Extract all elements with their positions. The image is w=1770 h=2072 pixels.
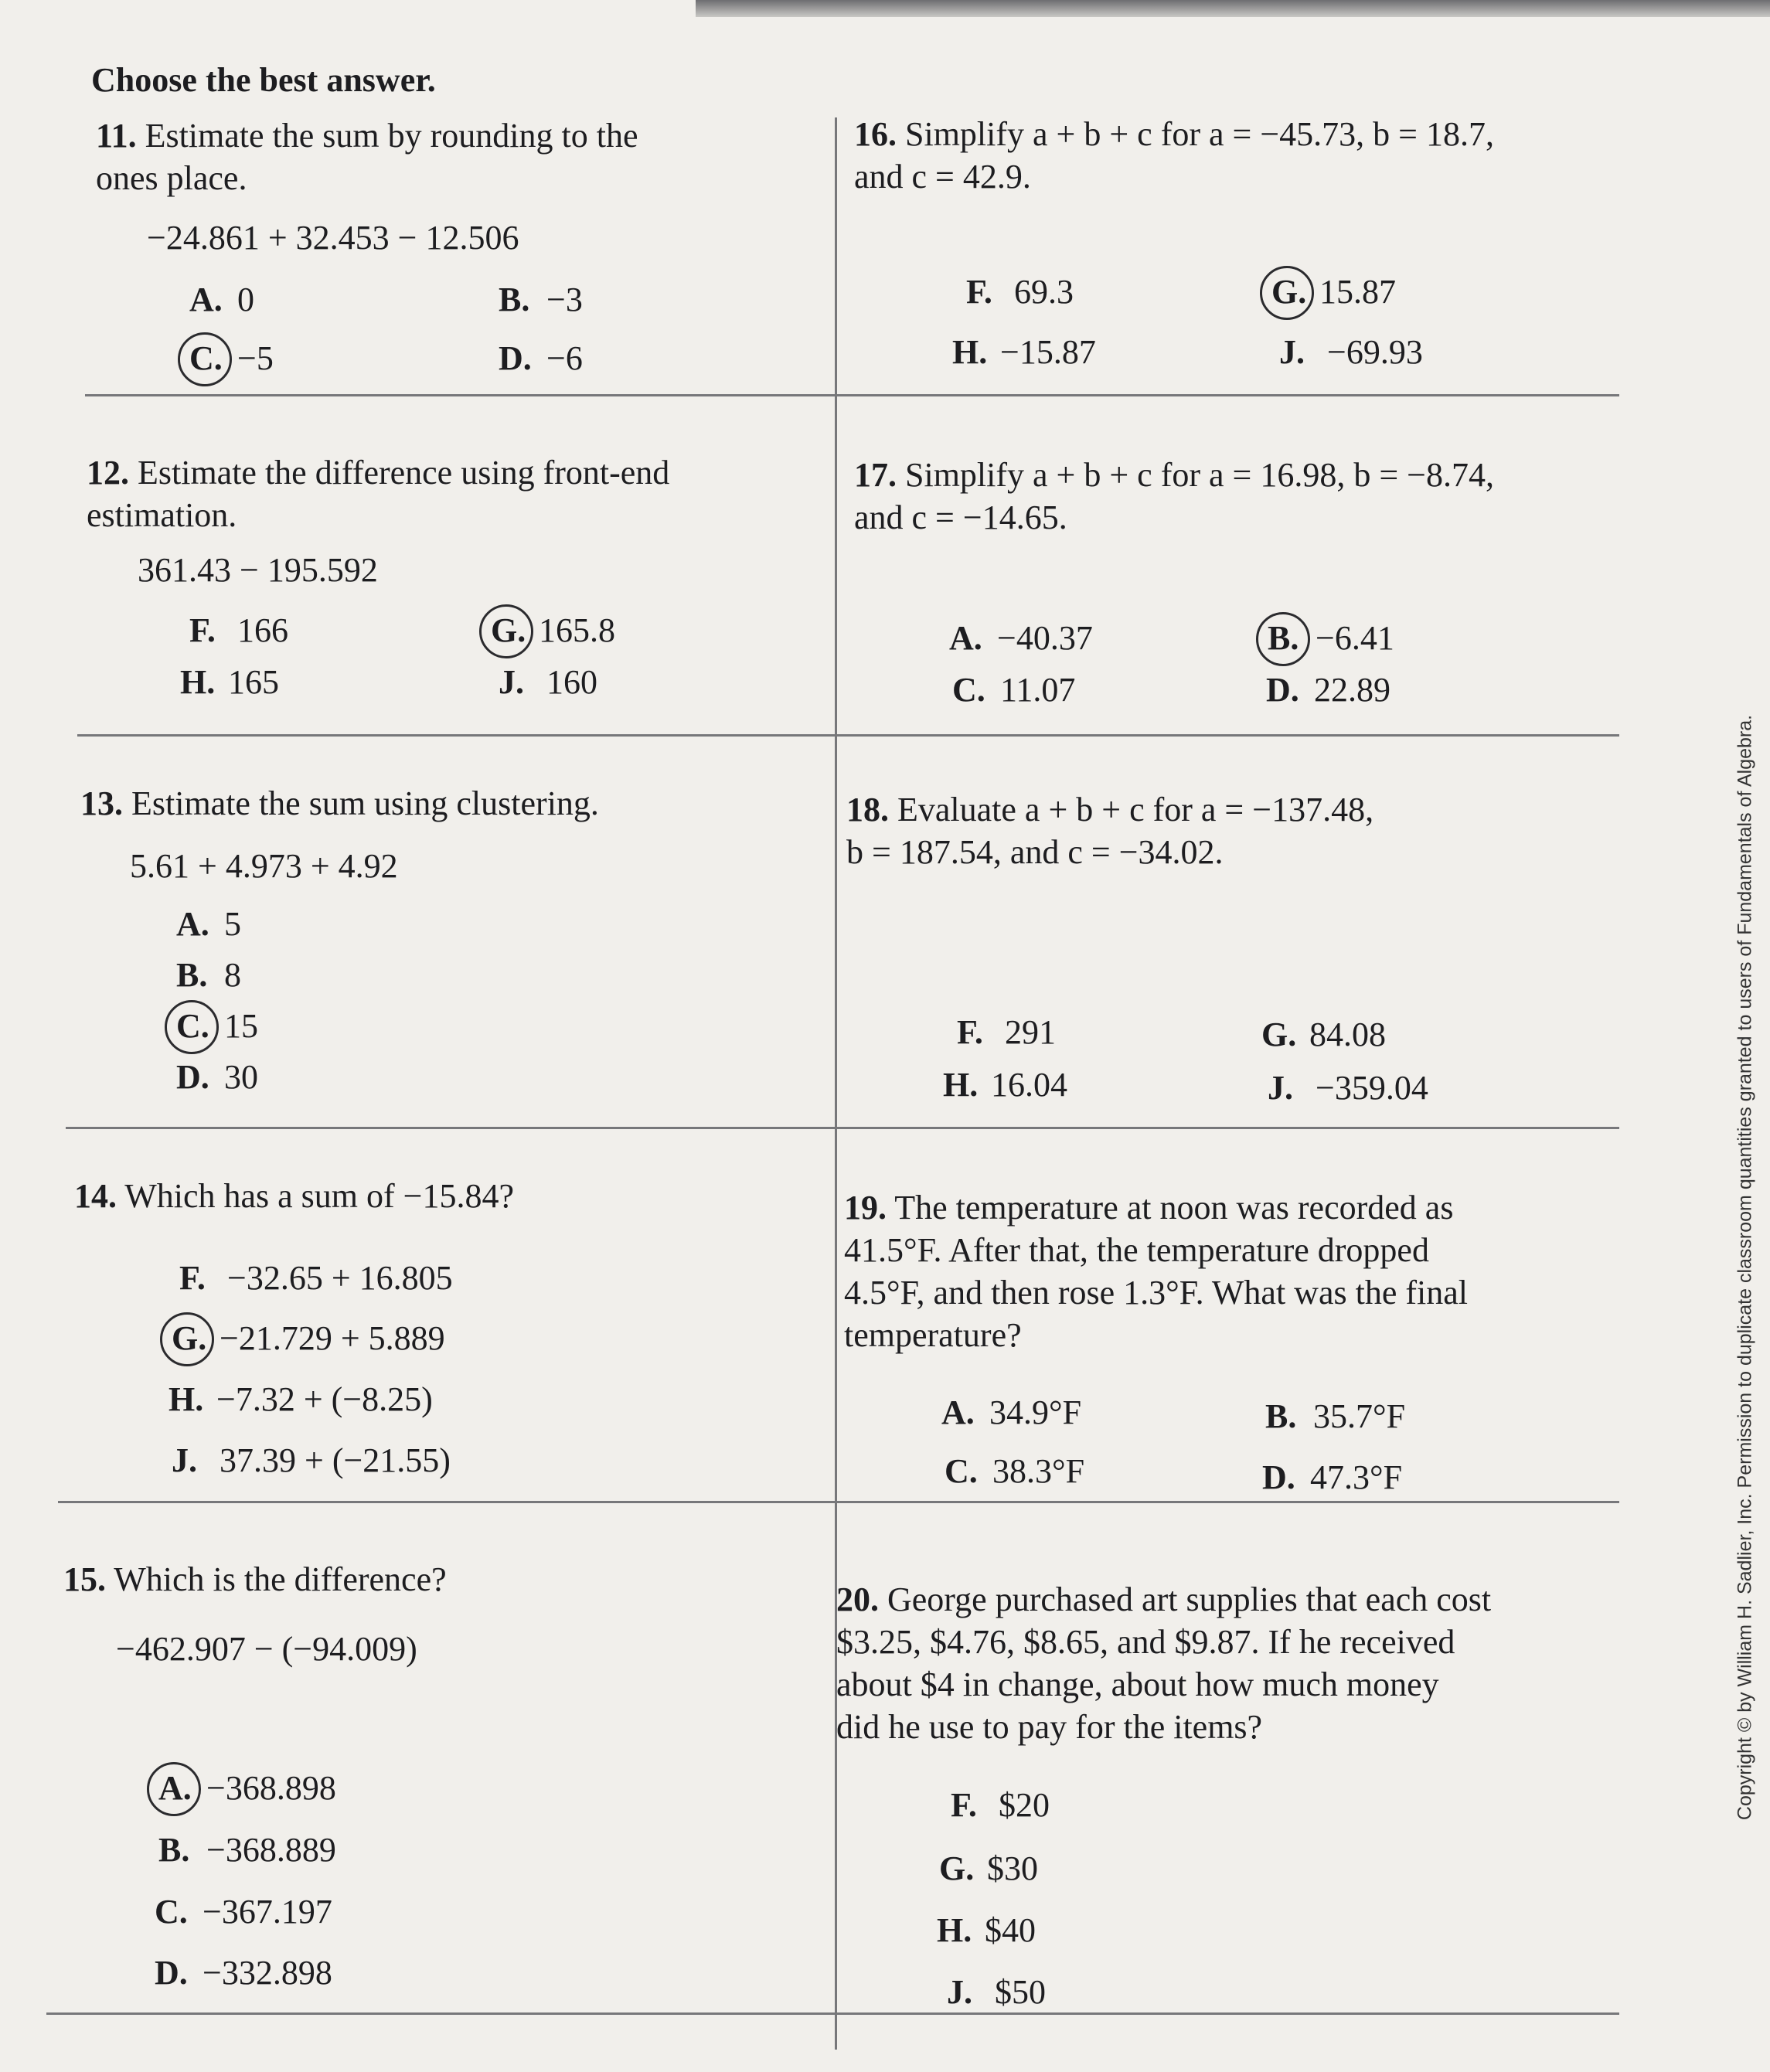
option-letter: F. — [951, 1786, 977, 1824]
question-11-expression: −24.861 + 32.453 − 12.506 — [147, 219, 519, 257]
q20-option-h[interactable] — [937, 1910, 1036, 1950]
q13-option-a[interactable] — [176, 904, 241, 944]
option-value: 16.04 — [991, 1066, 1067, 1104]
option-value: 15 — [224, 1007, 258, 1045]
q13-option-b[interactable] — [176, 955, 241, 995]
option-letter: F. — [179, 1259, 206, 1297]
option-letter: B. — [1265, 1397, 1297, 1435]
option-value: 22.89 — [1314, 671, 1390, 709]
option-letter: A. — [189, 281, 223, 318]
column-divider — [835, 117, 837, 2050]
row-divider-3 — [66, 1127, 1619, 1129]
option-value: −3 — [546, 281, 583, 318]
q17-option-b[interactable] — [1268, 618, 1394, 658]
option-letter: B. — [1268, 618, 1316, 658]
q14-option-g[interactable] — [172, 1318, 445, 1358]
question-text: Which has a sum of −15.84? — [124, 1177, 515, 1215]
option-letter: A. — [158, 1768, 206, 1808]
q18-option-j[interactable] — [1268, 1068, 1428, 1107]
question-16 — [854, 113, 1627, 198]
option-value: −367.197 — [203, 1893, 332, 1931]
question-text: The temperature at noon was recorded as 41.5°F. After that, the temperature dropped 4.5°F, and then rose 1.3°F. What was the final temperature? — [844, 1189, 1468, 1354]
q19-option-c[interactable] — [945, 1451, 1084, 1491]
option-value: $20 — [999, 1786, 1050, 1824]
question-14 — [74, 1175, 808, 1217]
q20-option-f[interactable] — [951, 1785, 1050, 1825]
q20-option-g[interactable] — [939, 1849, 1038, 1888]
question-15-expression: −462.907 − (−94.009) — [116, 1630, 417, 1668]
q12-option-f[interactable] — [189, 611, 288, 650]
option-letter: B. — [499, 281, 530, 318]
option-letter: H. — [952, 333, 988, 371]
option-value: 8 — [224, 956, 241, 994]
option-value: −7.32 + (−8.25) — [216, 1380, 433, 1418]
q14-option-j[interactable] — [172, 1441, 451, 1480]
option-value: −6.41 — [1316, 619, 1394, 657]
copyright-notice: Copyright © by William H. Sadlier, Inc. Permission to duplicate classroom quantities granted to users of Fundamentals of Algebra. — [1734, 714, 1756, 1821]
option-letter: J. — [172, 1441, 197, 1479]
option-letter: H. — [180, 663, 216, 701]
q11-option-b[interactable] — [499, 280, 583, 319]
option-letter: F. — [957, 1013, 983, 1051]
option-letter: A. — [941, 1393, 975, 1431]
option-letter: B. — [176, 956, 208, 994]
question-number: 14. — [74, 1177, 117, 1215]
option-value: 84.08 — [1309, 1016, 1386, 1053]
option-letter: H. — [937, 1911, 972, 1949]
option-letter: G. — [1261, 1016, 1297, 1053]
option-value: −6 — [546, 339, 583, 377]
q18-option-g[interactable] — [1261, 1015, 1386, 1054]
option-letter: C. — [189, 339, 237, 378]
option-letter: G. — [1271, 272, 1319, 311]
q14-option-f[interactable] — [179, 1258, 453, 1298]
question-number: 20. — [836, 1580, 879, 1618]
option-letter: F. — [966, 273, 992, 311]
option-value: −368.898 — [206, 1769, 336, 1807]
option-value: $30 — [987, 1849, 1038, 1887]
option-letter: D. — [1262, 1458, 1295, 1496]
option-value: 165 — [228, 663, 279, 701]
q12-option-j[interactable] — [499, 662, 597, 702]
option-value: 165.8 — [539, 611, 615, 649]
option-value: $40 — [985, 1911, 1036, 1949]
option-value: 291 — [1005, 1013, 1056, 1051]
question-number: 15. — [63, 1560, 106, 1598]
option-letter: J. — [499, 663, 524, 701]
option-letter: H. — [168, 1380, 204, 1418]
q16-option-g[interactable] — [1271, 272, 1396, 311]
option-letter: J. — [947, 1973, 972, 2011]
option-value: 5 — [224, 905, 241, 943]
option-value: −32.65 + 16.805 — [227, 1259, 453, 1297]
question-text: Simplify a + b + c for a = 16.98, b = −8.74, and c = −14.65. — [854, 456, 1494, 536]
q12-option-g[interactable] — [491, 611, 615, 650]
option-letter: B. — [158, 1831, 190, 1869]
option-value: 0 — [237, 281, 254, 318]
q11-option-a[interactable] — [189, 280, 254, 319]
question-text: George purchased art supplies that each cost $3.25, $4.76, $8.65, and $9.87. If he received about $4 in change, about how much money did he use to pay for the items? — [836, 1580, 1492, 1746]
question-number: 11. — [96, 117, 137, 155]
q17-option-a[interactable] — [949, 618, 1093, 658]
q13-option-d[interactable] — [176, 1057, 258, 1097]
top-shadow — [696, 0, 1770, 17]
question-13-expression: 5.61 + 4.973 + 4.92 — [130, 847, 398, 885]
question-text: Which is the difference? — [114, 1560, 447, 1598]
option-letter: F. — [189, 611, 216, 649]
option-letter: C. — [945, 1452, 978, 1490]
q11-option-d[interactable] — [499, 339, 583, 378]
question-19 — [844, 1186, 1648, 1356]
option-value: 30 — [224, 1058, 258, 1096]
row-divider-1 — [85, 394, 1619, 396]
q18-option-h[interactable] — [943, 1065, 1067, 1104]
question-13 — [80, 782, 815, 825]
option-value: 69.3 — [1014, 273, 1074, 311]
option-value: −69.93 — [1327, 333, 1423, 371]
q17-option-d[interactable] — [1266, 670, 1390, 709]
q20-option-j[interactable] — [947, 1972, 1046, 2012]
option-value: 160 — [546, 663, 597, 701]
option-letter: G. — [172, 1318, 220, 1358]
option-value: 15.87 — [1319, 273, 1396, 311]
q17-option-c[interactable] — [952, 670, 1075, 709]
option-letter: D. — [155, 1954, 188, 1992]
q16-option-h[interactable] — [952, 332, 1096, 372]
option-value: 34.9°F — [989, 1393, 1082, 1431]
question-12 — [87, 451, 821, 536]
option-letter: H. — [943, 1066, 979, 1104]
option-letter: C. — [176, 1006, 224, 1046]
option-letter: G. — [939, 1849, 975, 1887]
question-11 — [96, 114, 791, 199]
option-letter: D. — [499, 339, 532, 377]
question-text: Evaluate a + b + c for a = −137.48, b = 187.54, and c = −34.02. — [846, 791, 1374, 871]
q19-option-b[interactable] — [1265, 1397, 1405, 1436]
option-letter: D. — [1266, 671, 1299, 709]
option-value: $50 — [995, 1973, 1046, 2011]
option-letter: D. — [176, 1058, 209, 1096]
option-value: 11.07 — [1000, 671, 1076, 709]
option-value: −368.889 — [206, 1831, 336, 1869]
question-15 — [63, 1558, 798, 1601]
row-divider-5 — [46, 2012, 1619, 2015]
option-value: −5 — [237, 339, 274, 377]
question-18 — [846, 788, 1619, 873]
option-letter: J. — [1279, 333, 1305, 371]
option-letter: J. — [1268, 1069, 1293, 1107]
question-17 — [854, 454, 1627, 539]
question-text: Estimate the sum using clustering. — [131, 784, 599, 822]
option-letter: G. — [491, 611, 539, 650]
option-value: −15.87 — [1000, 333, 1096, 371]
q15-option-b[interactable] — [158, 1830, 336, 1870]
option-letter: A. — [176, 905, 209, 943]
option-letter: C. — [952, 671, 985, 709]
q15-option-a[interactable] — [158, 1768, 336, 1808]
q18-option-f[interactable] — [957, 1012, 1056, 1052]
option-letter: A. — [949, 619, 982, 657]
option-value: −332.898 — [203, 1954, 332, 1992]
question-number: 19. — [844, 1189, 887, 1227]
question-number: 17. — [854, 456, 897, 494]
row-divider-4 — [58, 1501, 1619, 1503]
q15-option-d[interactable] — [155, 1953, 332, 1992]
question-number: 12. — [87, 454, 129, 492]
instructions-heading: Choose the best answer. — [91, 61, 436, 99]
option-letter: C. — [155, 1893, 188, 1931]
question-text: Simplify a + b + c for a = −45.73, b = 18.7, and c = 42.9. — [854, 115, 1494, 196]
row-divider-2 — [77, 734, 1619, 737]
question-20 — [836, 1578, 1648, 1748]
question-12-expression: 361.43 − 195.592 — [138, 551, 378, 589]
option-value: −40.37 — [997, 619, 1093, 657]
option-value: 166 — [237, 611, 288, 649]
q19-option-d[interactable] — [1262, 1458, 1402, 1497]
q12-option-h[interactable] — [180, 662, 279, 702]
q16-option-f[interactable] — [966, 272, 1074, 311]
option-value: −21.729 + 5.889 — [220, 1319, 445, 1357]
q11-option-c[interactable] — [189, 339, 274, 378]
question-number: 18. — [846, 791, 889, 828]
question-number: 13. — [80, 784, 123, 822]
question-text: Estimate the difference using front-end estimation. — [87, 454, 670, 534]
option-value: −359.04 — [1316, 1069, 1428, 1107]
q19-option-a[interactable] — [941, 1393, 1081, 1432]
question-number: 16. — [854, 115, 897, 153]
q16-option-j[interactable] — [1279, 332, 1423, 372]
option-value: 38.3°F — [992, 1452, 1085, 1490]
option-value: 47.3°F — [1310, 1458, 1403, 1496]
option-value: 35.7°F — [1313, 1397, 1406, 1435]
question-text: Estimate the sum by rounding to the ones place. — [96, 117, 638, 197]
q15-option-c[interactable] — [155, 1892, 332, 1931]
option-value: 37.39 + (−21.55) — [220, 1441, 451, 1479]
q14-option-h[interactable] — [168, 1380, 433, 1419]
q13-option-c[interactable] — [176, 1006, 258, 1046]
